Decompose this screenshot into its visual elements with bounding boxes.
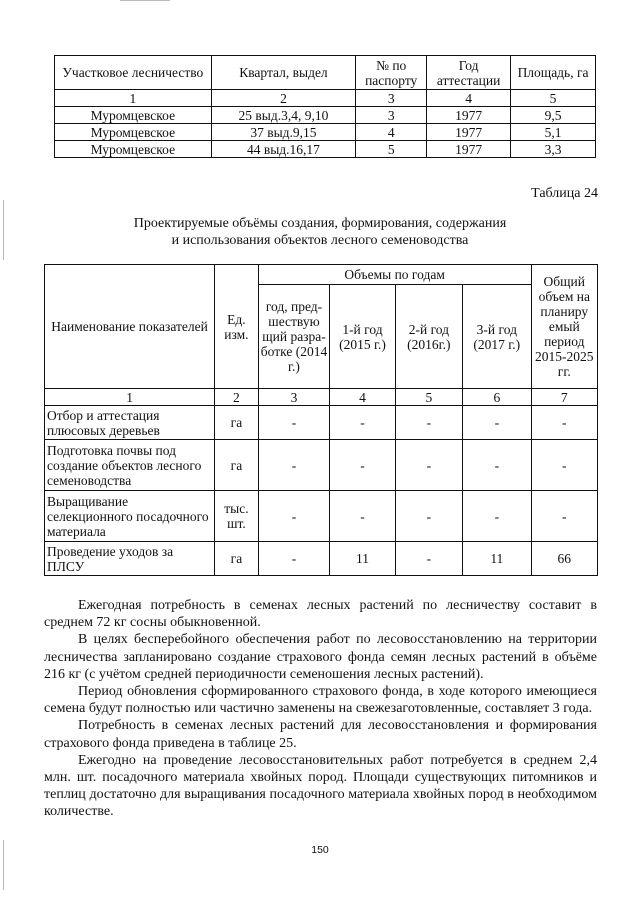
table-row xyxy=(45,406,598,440)
indicator-name: Проведение уходов за ПЛСУ xyxy=(45,542,215,576)
table-title xyxy=(0,215,640,249)
table-header-row xyxy=(45,265,598,285)
column-number: 4 xyxy=(427,90,511,107)
table-cell: га xyxy=(215,406,259,440)
table-cell: Муромцевское xyxy=(55,107,212,124)
table-cell: - xyxy=(258,406,330,440)
table-cell: - xyxy=(463,406,531,440)
paragraph: Потребность в семенах лесных растений для лесовосстановления и формирования страхового фонда приведена в таблице 25. xyxy=(44,718,597,751)
header-previous-year: год, пред-шествую щий разра-ботке (2014 г.) xyxy=(258,285,330,389)
table-cell: тыс. шт. xyxy=(215,491,259,542)
indicator-name: Подготовка почвы под создание объектов лесного семеноводства xyxy=(45,440,215,491)
header-year-1: 1-й год (2015 г.) xyxy=(330,285,395,389)
forest-areas-table xyxy=(54,55,596,158)
column-number: 5 xyxy=(395,389,462,406)
body-text xyxy=(44,597,597,821)
table-cell: - xyxy=(395,440,462,491)
table-cell: 66 xyxy=(531,542,597,576)
table-title-line-2: и использования объектов лесного семеноводства xyxy=(171,233,469,248)
column-number: 1 xyxy=(45,389,215,406)
table-cell: 3 xyxy=(356,107,427,124)
table-cell: 37 выд.9,15 xyxy=(211,124,356,141)
header-area: Площадь, га xyxy=(511,56,596,90)
table-cell: Муромцевское xyxy=(55,124,212,141)
table-cell: - xyxy=(395,542,462,576)
paragraph: Период обновления сформированного страхового фонда, в ходе которого имеющиеся семена будут полностью или частично заменены на свежезаготовленные, составляет 3 года. xyxy=(44,684,597,717)
table-cell: - xyxy=(258,440,330,491)
table-cell: 44 выд.16,17 xyxy=(211,141,356,158)
indicator-name: Выращивание селекционного посадочного материала xyxy=(45,491,215,542)
table-cell: га xyxy=(215,440,259,491)
header-quarter: Квартал, выдел xyxy=(211,56,356,90)
table-number-row xyxy=(55,90,596,107)
column-number: 7 xyxy=(531,389,597,406)
table-title-line-1: Проектируемые объёмы создания, формирования, содержания xyxy=(133,216,507,231)
table-cell: 4 xyxy=(356,124,427,141)
table-cell: 11 xyxy=(330,542,395,576)
column-number: 6 xyxy=(463,389,531,406)
table-caption: Таблица 24 xyxy=(531,186,598,201)
column-number: 5 xyxy=(511,90,596,107)
indicator-name: Отбор и аттестация плюсовых деревьев xyxy=(45,406,215,440)
page-number: 150 xyxy=(311,844,329,856)
table-number-row xyxy=(45,389,598,406)
table-row xyxy=(45,440,598,491)
column-number: 2 xyxy=(211,90,356,107)
table-cell: 1977 xyxy=(427,107,511,124)
header-forestry: Участковое лесничество xyxy=(55,56,212,90)
table-cell: - xyxy=(531,440,597,491)
table-cell: - xyxy=(463,440,531,491)
table-row xyxy=(45,491,598,542)
table-cell: - xyxy=(395,491,462,542)
column-number: 2 xyxy=(215,389,259,406)
column-number: 1 xyxy=(55,90,212,107)
paragraph: Ежегодно на проведение лесовосстановительных работ потребуется в среднем 2,4 млн. шт. посадочного материала хвойных пород. Площади существующих питомников и теплиц достаточно для выращивания посадочного материала хвойных пород в необходимом количестве. xyxy=(44,752,597,820)
scan-mark-top xyxy=(120,0,170,1)
table-row xyxy=(55,124,596,141)
table-cell: - xyxy=(258,491,330,542)
paragraph: В целях бесперебойного обеспечения работ по лесовосстановлению на территории лесничества запланировано создание страхового фонда семян лесных растений в объёме 216 кг (с учётом средней периодичности семеношения лесных растений). xyxy=(44,632,597,682)
paragraph: Ежегодная потребность в семенах лесных растений по лесничеству составит в среднем 72 кг сосны обыкновенной. xyxy=(44,598,597,631)
table-cell: - xyxy=(395,406,462,440)
column-number: 3 xyxy=(258,389,330,406)
table-cell: 5 xyxy=(356,141,427,158)
table-cell: - xyxy=(531,406,597,440)
table-cell: - xyxy=(330,406,395,440)
header-year-3: 3-й год (2017 г.) xyxy=(463,285,531,389)
column-number: 3 xyxy=(356,90,427,107)
table-cell: Муромцевское xyxy=(55,141,212,158)
header-volumes-by-year: Объемы по годам xyxy=(258,265,531,285)
table-cell: 1977 xyxy=(427,141,511,158)
table-cell: 9,5 xyxy=(511,107,596,124)
header-attestation-year: Год аттестации xyxy=(427,56,511,90)
table-row xyxy=(55,107,596,124)
header-total-volume: Общий объем на планиру емый период 2015-2025 гг. xyxy=(531,265,597,389)
table-cell: 11 xyxy=(463,542,531,576)
table-row xyxy=(45,542,598,576)
table-cell: - xyxy=(258,542,330,576)
table-cell: 25 выд.3,4, 9,10 xyxy=(211,107,356,124)
table-cell: га xyxy=(215,542,259,576)
table-cell: - xyxy=(330,491,395,542)
table-cell: 5,1 xyxy=(511,124,596,141)
table-row xyxy=(55,141,596,158)
column-number: 4 xyxy=(330,389,395,406)
table-header-row xyxy=(55,56,596,90)
table-cell: - xyxy=(463,491,531,542)
header-indicator-name: Наименование показателей xyxy=(45,265,215,389)
table-cell: - xyxy=(531,491,597,542)
header-year-2: 2-й год (2016г.) xyxy=(395,285,462,389)
seed-production-table xyxy=(44,264,598,576)
header-unit: Ед. изм. xyxy=(215,265,259,389)
table-cell: 1977 xyxy=(427,124,511,141)
header-passport-number: № по паспорту xyxy=(356,56,427,90)
table-cell: 3,3 xyxy=(511,141,596,158)
table-cell: - xyxy=(330,440,395,491)
